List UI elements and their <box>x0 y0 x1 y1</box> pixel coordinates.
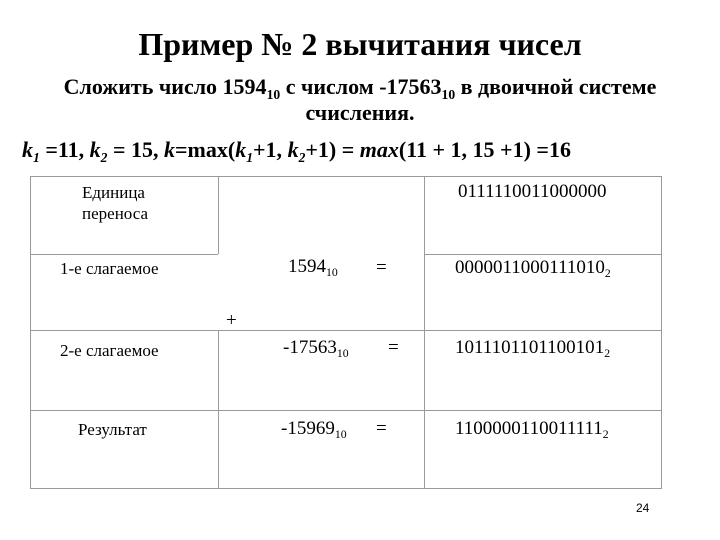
addend2-binary: $1011101101100101_2$ <box>455 337 611 361</box>
base-subscript: 10 <box>266 86 281 102</box>
plus-sign: + <box>226 310 237 331</box>
k2-subscript: 2 <box>100 149 108 165</box>
k1-plus-one: +1, <box>253 137 288 162</box>
k2-value: = 15, <box>107 137 164 162</box>
k-symbol: k <box>164 137 175 162</box>
task-text-part4: счисления. <box>305 100 415 125</box>
k-max-text: =max( <box>175 137 236 162</box>
k2-plus-one: +1) = <box>305 137 360 162</box>
addend2-decimal: $-17563_{10}$ <box>283 337 349 361</box>
task-text-part3: в двоичной системе <box>455 74 657 99</box>
base-subscript: 2 <box>602 428 609 442</box>
addend2-label: 2-е слагаемое <box>60 341 159 360</box>
k2-subscript: 2 <box>298 149 306 165</box>
addend1-decimal: $1594_{10}$ <box>288 256 338 280</box>
row-divider <box>424 254 662 255</box>
column-divider <box>218 330 219 489</box>
column-divider <box>218 176 219 254</box>
row-divider <box>30 254 218 255</box>
k2-symbol: k <box>89 137 101 162</box>
result-decimal: $-15969_{10}$ <box>281 418 347 442</box>
row-divider <box>30 410 662 411</box>
base-subscript: 10 <box>334 428 347 442</box>
k1-subscript: 1 <box>246 149 254 165</box>
equals-sign: = <box>388 337 399 358</box>
result-binary: $1100000110011111_2$ <box>455 418 609 442</box>
max-word: max <box>359 137 399 162</box>
base-subscript: 2 <box>604 267 611 281</box>
row-divider <box>30 330 662 331</box>
carry-label: Единица переноса <box>82 183 149 223</box>
equals-sign: = <box>376 257 387 278</box>
base-subscript: 10 <box>326 266 338 280</box>
result-label: Результат <box>78 420 147 439</box>
base-subscript: 2 <box>604 347 611 361</box>
k-result: (11 + 1, 15 +1) =16 <box>398 137 571 162</box>
column-divider <box>424 176 425 489</box>
task-statement <box>10 74 710 126</box>
k1-subscript: 1 <box>33 149 40 165</box>
task-text-part1: Сложить число 1594 <box>63 74 267 99</box>
slide-title: Пример № 2 вычитания чисел <box>138 26 582 62</box>
task-text-part2: с числом -17563 <box>280 74 442 99</box>
k2-symbol: k <box>287 137 299 162</box>
carry-binary: 0111110011000000 <box>458 181 607 202</box>
addend1-label: 1-е слагаемое <box>60 259 159 278</box>
k1-symbol: k <box>22 137 33 162</box>
base-subscript: 10 <box>441 86 456 102</box>
base-subscript: 10 <box>336 347 349 361</box>
page-number: 24 <box>636 501 650 515</box>
equals-sign: = <box>376 418 387 439</box>
k1-value: =11, <box>39 137 90 162</box>
k1-symbol: k <box>235 137 247 162</box>
addend1-binary: $0000011000111010_2$ <box>455 257 611 281</box>
k-formula <box>22 137 712 163</box>
